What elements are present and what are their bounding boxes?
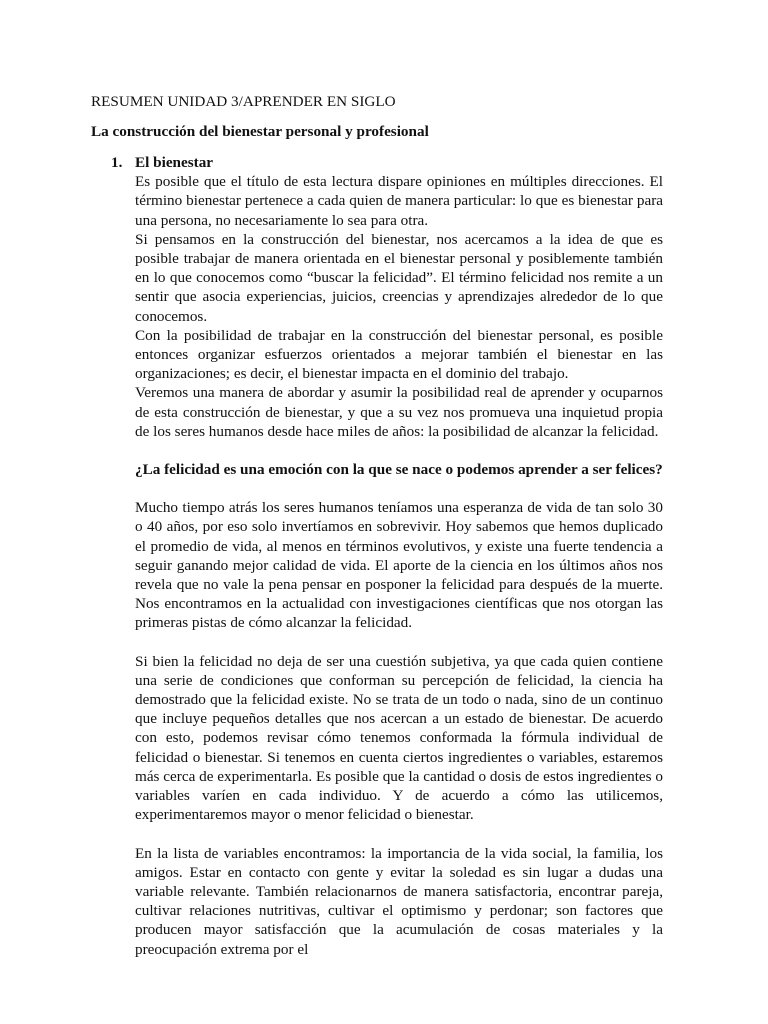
intro-paragraph-1: Es posible que el título de esta lectura dispare opiniones en múltiples direcciones. El término bienestar pertenece a cada quien de manera particular: lo que es bienestar para una persona, no necesariamente lo sea para otra. [135,173,663,229]
body-paragraph-1: Mucho tiempo atrás los seres humanos teníamos una esperanza de vida de tan solo 30 o 40 años, por eso solo invertíamos en sobrevivir. Hoy sabemos que hemos duplicado el promedio de vida, al menos en términos evolutivos, y existe una fuerte tendencia a seguir ganando mejor calidad de vida. El aporte de la ciencia en los últimos años nos revela que no vale la pena pensar en posponer la felicidad para después de la muerte. Nos encontramos en la actualidad con investigaciones científicas que nos otorgan las primeras pistas de cómo alcanzar la felicidad. [135,499,663,632]
body-paragraph-3: En la lista de variables encontramos: la importancia de la vida social, la familia, los amigos. Estar en contacto con gente y evitar la soledad es sin lugar a dudas una variable relevante. También relacionarnos de manera satisfactoria, encontrar pareja, cultivar relaciones nutritivas, cultivar el optimismo y perdonar; son factores que producen mayor satisfacción que la acumulación de cosas materiales y la preocupación extrema por el [135,844,663,958]
intro-paragraph-3: Con la posibilidad de trabajar en la construcción del bienestar personal, es posible entonces organizar esfuerzos orientados a mejorar también el bienestar en las organizaciones; es decir, el bienestar impacta en el dominio del trabajo. [135,326,663,383]
document-title: RESUMEN UNIDAD 3/APRENDER EN SIGLO [91,93,396,110]
question-heading: ¿La felicidad es una emoción con la que se nace o podemos aprender a ser felices? [135,461,663,479]
section-heading: El bienestar [135,154,214,171]
document-subtitle: La construcción del bienestar personal y profesional [91,123,429,140]
body-paragraph-2: Si bien la felicidad no deja de ser una cuestión subjetiva, ya que cada quien contiene una serie de condiciones que conforman su percepción de felicidad, la ciencia ha demostrado que la felicidad existe. No se trata de un todo o nada, sino de un continuo que incluye pequeños detalles que nos acercan a un estado de bienestar. De acuerdo con esto, podemos revisar cómo tenemos conformada la fórmula individual de felicidad o bienestar. Si tenemos en cuenta ciertos ingredientes o variables, estaremos más cerca de experimentarla. Es posible que la cantidad o dosis de estos ingredientes o variables varíen en cada individuo. Y de acuerdo a cómo las utilicemos, experimentaremos mayor o menor felicidad o bienestar. [135,652,663,824]
section-number: 1. [111,154,123,171]
intro-paragraph-4: Veremos una manera de abordar y asumir la posibilidad real de aprender y ocuparnos de esta construcción de bienestar, y que a su vez nos promueva una inquietud propia de los seres humanos desde hace miles de años: la posibilidad de alcanzar la felicidad. [135,384,663,440]
section-content [135,153,663,958]
intro-paragraph-2: Si pensamos en la construcción del bienestar, nos acercamos a la idea de que es posible trabajar de manera orientada en el bienestar personal y posiblemente también en lo que conocemos como “buscar la felicidad”. El término felicidad nos remite a un sentir que asocia experiencias, juicios, creencias y aprendizajes alrededor de lo que conocemos. [135,230,663,325]
